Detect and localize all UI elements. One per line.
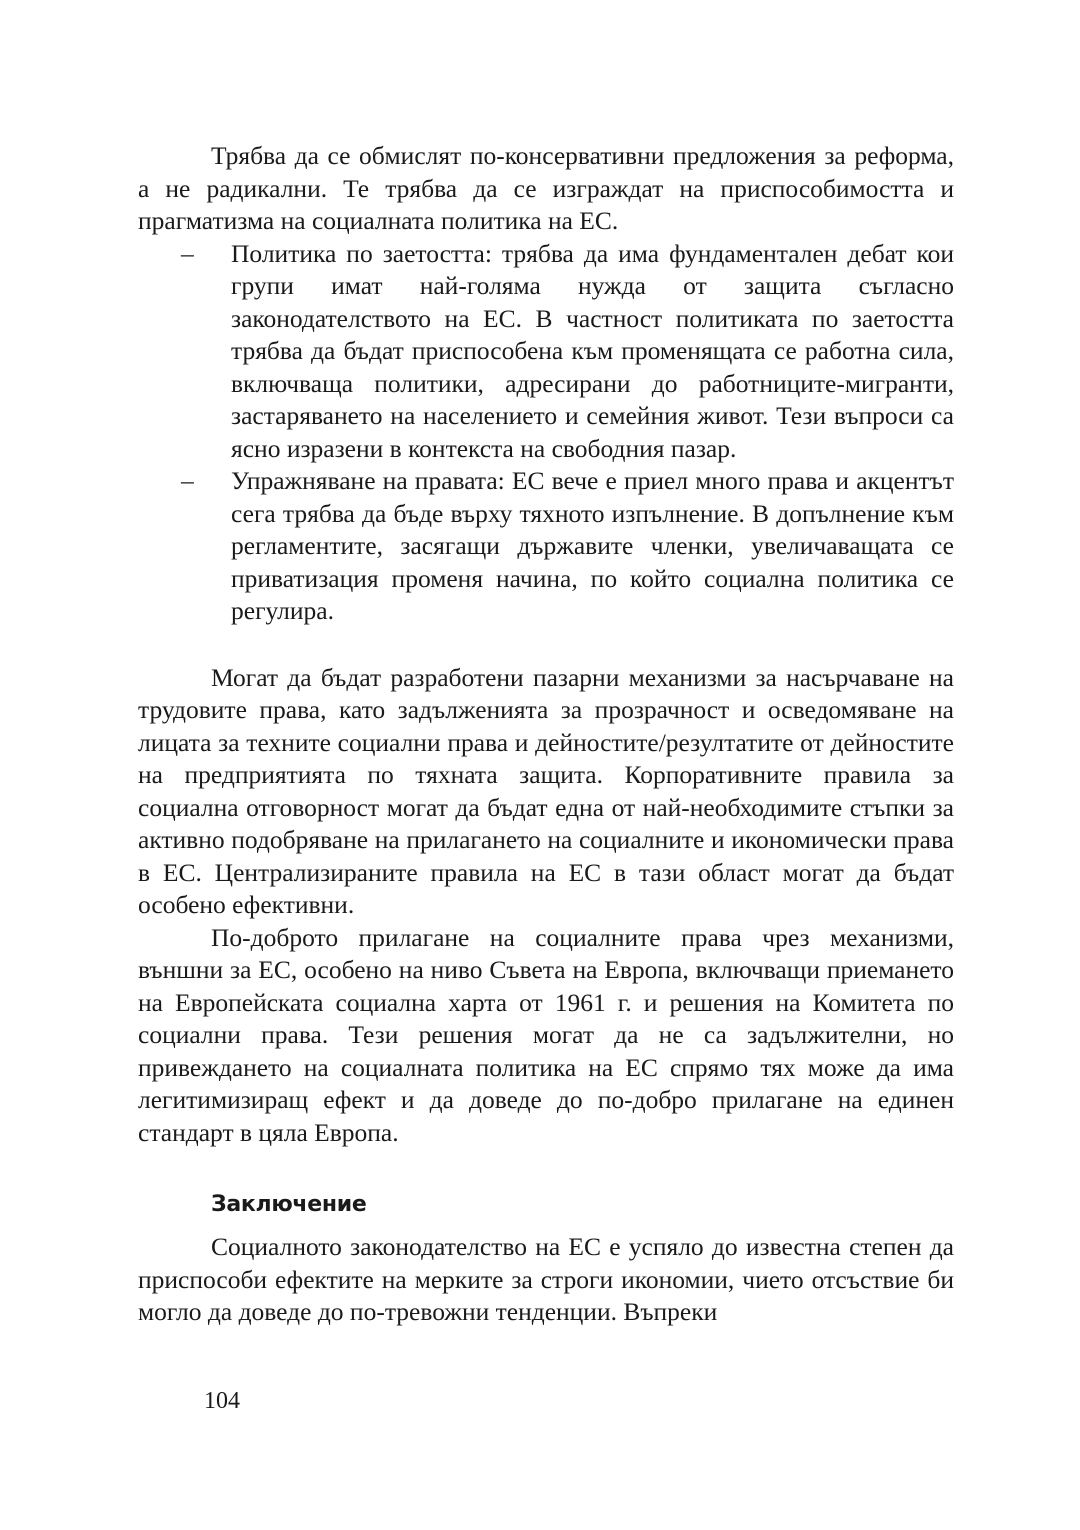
list-item [138,465,954,628]
council-paragraph: По-доброто прилагане на социалните права чрез механизми, външни за ЕС, особено на ниво Съвета на Европа, включващи приемането на Европейската социална харта от 1961 г. и решения на Комитета по социални права. Тези решения могат да не са задължителни, но привеждането на социалната политика на ЕС спрямо тях може да има легитимизиращ ефект и да доведе до по-добро прилагане на единен стандарт в цяла Европа. [138,922,954,1147]
list-dash: – [181,466,194,495]
intro-paragraph: Трябва да се обмислят по-консервативни предложения за реформа, а не радикални. Те трябва да се изграждат на приспособимостта и прагматизма на социалната политика на ЕС. [138,141,954,235]
list-item-text: Упражняване на правата: ЕС вече е приел много права и акцентът сега трябва да бъде върху тяхното изпълнение. В допълнение към регламентите, засягащи държавите членки, увеличаващата се приватизация променя начина, по който социална политика се регулира. [231,466,954,625]
list-dash: – [181,238,194,268]
section-gap [138,628,954,662]
list-item [138,238,954,466]
conclusion-paragraph: Социалното законодателство на ЕС е успяло до известна степен да приспособи ефектите на мерките за строги икономии, чието отсъствие би могло да доведе до по-тревожни тенденции. Въпреки [138,1232,954,1326]
market-paragraph: Могат да бъдат разработени пазарни механизми за насърчаване на трудовите права, като задълженията за прозрачност и осведомяване на лицата за техните социални права и дейностите/резултатите от дейностите на предприятията по тяхната защита. Корпоративните правила за социална отговорност могат да бъдат една от най-необходимите стъпки за активно подобряване на прилагането на социалните и икономически права в ЕС. Централизираните правила на ЕС в тази област могат да бъдат особено ефективни. [138,662,954,919]
page-body [138,140,954,1329]
list-item-text: Политика по заетостта: трябва да има фундаментален дебат кои групи имат най-голяма нужда от защита съгласно законодателството на ЕС. В частност политиката по заетостта трябва да бъдат приспособена към променящата се работна сила, включваща политики, адресирани до работниците-мигранти, застаряването на населението и семейния живот. Тези въпроси са ясно изразени в контекста на свободния пазар. [231,238,954,463]
section-heading: Заключение [211,1192,367,1217]
page-number: 104 [204,1388,240,1414]
proposal-list [138,238,954,628]
